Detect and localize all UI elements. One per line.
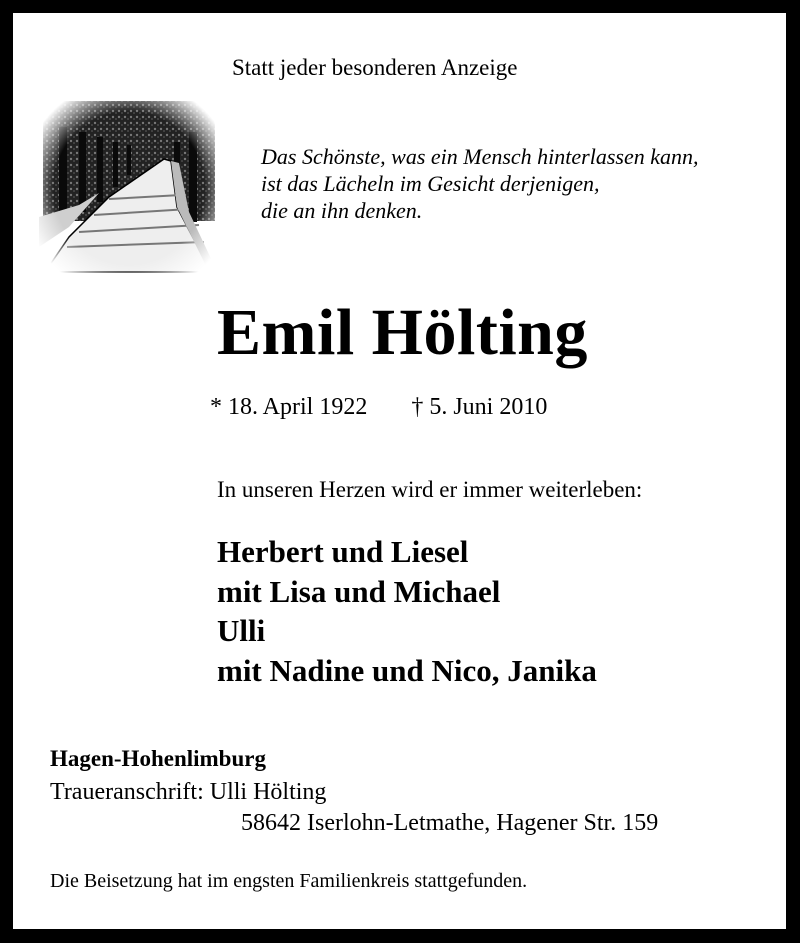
- mourners-list: [217, 532, 597, 690]
- mourners-intro: In unseren Herzen wird er immer weiterleben:: [217, 477, 643, 502]
- burial-note: Die Beisetzung hat im engsten Familienkreis stattgefunden.: [50, 870, 528, 892]
- mourning-address-label: Traueranschrift: Ulli Hölting: [50, 779, 327, 805]
- birth-date: * 18. April 1922: [210, 394, 368, 420]
- deceased-name: Emil Hölting: [217, 296, 588, 369]
- mourner-line: mit Nadine und Nico, Janika: [217, 652, 597, 688]
- quote-line: Das Schönste, was ein Mensch hinterlassen kann,: [261, 144, 699, 169]
- tree-path-photo-icon: [39, 97, 219, 279]
- mourner-line: Herbert und Liesel: [217, 534, 469, 569]
- life-dates: [210, 394, 547, 421]
- notice-header: Statt jeder besonderen Anzeige: [232, 55, 518, 80]
- obituary-notice: [13, 13, 786, 929]
- memorial-quote: [261, 143, 699, 224]
- mourner-line: Ulli: [217, 613, 266, 648]
- mourner-line: mit Lisa und Michael: [217, 573, 501, 609]
- death-date: † 5. Juni 2010: [411, 394, 548, 420]
- mourning-address-line: 58642 Iserlohn-Letmathe, Hagener Str. 159: [241, 810, 659, 836]
- place-name: Hagen-Hohenlimburg: [50, 746, 266, 771]
- quote-line: die an ihn denken.: [261, 198, 423, 223]
- quote-line: ist das Lächeln im Gesicht derjenigen,: [261, 171, 600, 196]
